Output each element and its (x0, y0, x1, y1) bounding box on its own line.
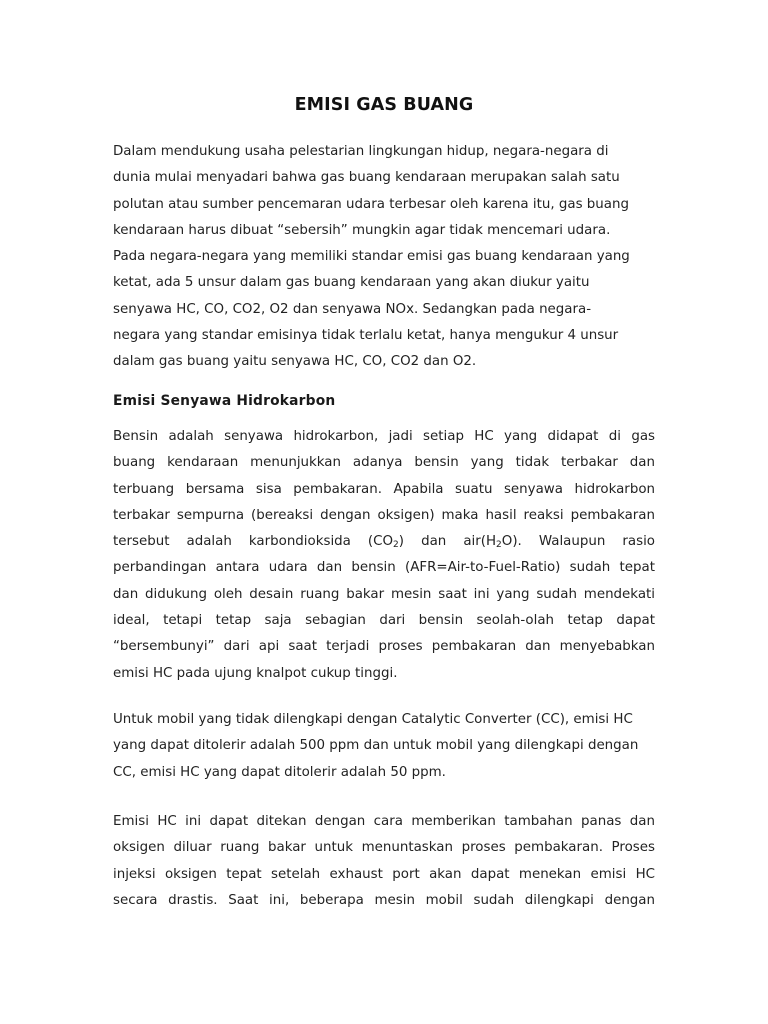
text-line: dunia mulai menyadari bahwa gas buang kendaraan merupakan salah satu (113, 170, 620, 186)
text-line: ketat, ada 5 unsur dalam gas buang kendaraan yang akan diukur yaitu (113, 275, 590, 291)
text-line: kendaraan harus dibuat “sebersih” mungkin agar tidak mencemari udara. (113, 222, 611, 238)
catalytic-converter-paragraph (113, 707, 655, 786)
text-line: Untuk mobil yang tidak dilengkapi dengan Catalytic Converter (CC), emisi HC (113, 712, 633, 727)
text-line: injeksi oksigen tepat setelah exhaust port akan dapat menekan emisi HC (113, 866, 655, 882)
text-line-with-formulas (113, 529, 655, 555)
text-line: ideal, tetapi tetap saja sebagian dari bensin seolah-olah tetap dapat (113, 613, 655, 629)
text-line: polutan atau sumber pencemaran udara terbesar oleh karena itu, gas buang (113, 196, 629, 212)
text-line: CC, emisi HC yang dapat ditolerir adalah 50 ppm. (113, 764, 446, 780)
hydrocarbon-paragraph (113, 424, 655, 687)
text-line: dan didukung oleh desain ruang bakar mesin saat ini yang sudah mendekati (113, 586, 655, 602)
subscript: 2 (496, 540, 502, 551)
text-line: secara drastis. Saat ini, beberapa mesin mobil sudah dilengkapi dengan (113, 892, 655, 908)
text-line: Pada negara-negara yang memiliki standar emisi gas buang kendaraan yang (113, 249, 630, 265)
text-line: senyawa HC, CO, CO2, O2 dan senyawa NOx. Sedangkan pada negara- (113, 301, 592, 317)
text-line: terbuang bersama sisa pembakaran. Apabila suatu senyawa hidrokarbon (113, 481, 655, 497)
text-line: oksigen diluar ruang bakar untuk menuntaskan proses pembakaran. Proses (113, 840, 655, 856)
document-title: EMISI GAS BUANG (294, 95, 474, 115)
text-line: dalam gas buang yaitu senyawa HC, CO, CO2 dan O2. (113, 354, 477, 370)
hc-suppression-paragraph (113, 809, 655, 914)
text-line: Dalam mendukung usaha pelestarian lingkungan hidup, negara-negara di (113, 144, 609, 159)
text-line: buang kendaraan menunjukkan adanya bensin yang tidak terbakar dan (113, 455, 655, 471)
text-fragment: O). Walaupun rasio (501, 534, 655, 550)
text-line: “bersembunyi” dari api saat terjadi proses pembakaran dan menyebabkan (113, 639, 655, 655)
text-line: negara yang standar emisinya tidak terlalu ketat, hanya mengukur 4 unsur (113, 328, 619, 344)
text-line: yang dapat ditolerir adalah 500 ppm dan untuk mobil yang dilengkapi dengan (113, 738, 639, 754)
text-line: terbakar sempurna (bereaksi dengan oksigen) maka hasil reaksi pembakaran (113, 507, 655, 523)
section-heading: Emisi Senyawa Hidrokarbon (113, 393, 336, 409)
text-line: perbandingan antara udara dan bensin (AFR=Air-to-Fuel-Ratio) sudah tepat (113, 560, 655, 576)
subscript: 2 (393, 540, 399, 551)
text-fragment: ) dan air(H (398, 534, 497, 550)
text-fragment: tersebut adalah karbondioksida (CO (113, 534, 394, 550)
text-line: Bensin adalah senyawa hidrokarbon, jadi setiap HC yang didapat di gas (113, 429, 655, 444)
intro-paragraph (113, 139, 655, 376)
text-line: emisi HC pada ujung knalpot cukup tinggi. (113, 665, 398, 681)
text-line: Emisi HC ini dapat ditekan dengan cara memberikan tambahan panas dan (113, 814, 655, 829)
